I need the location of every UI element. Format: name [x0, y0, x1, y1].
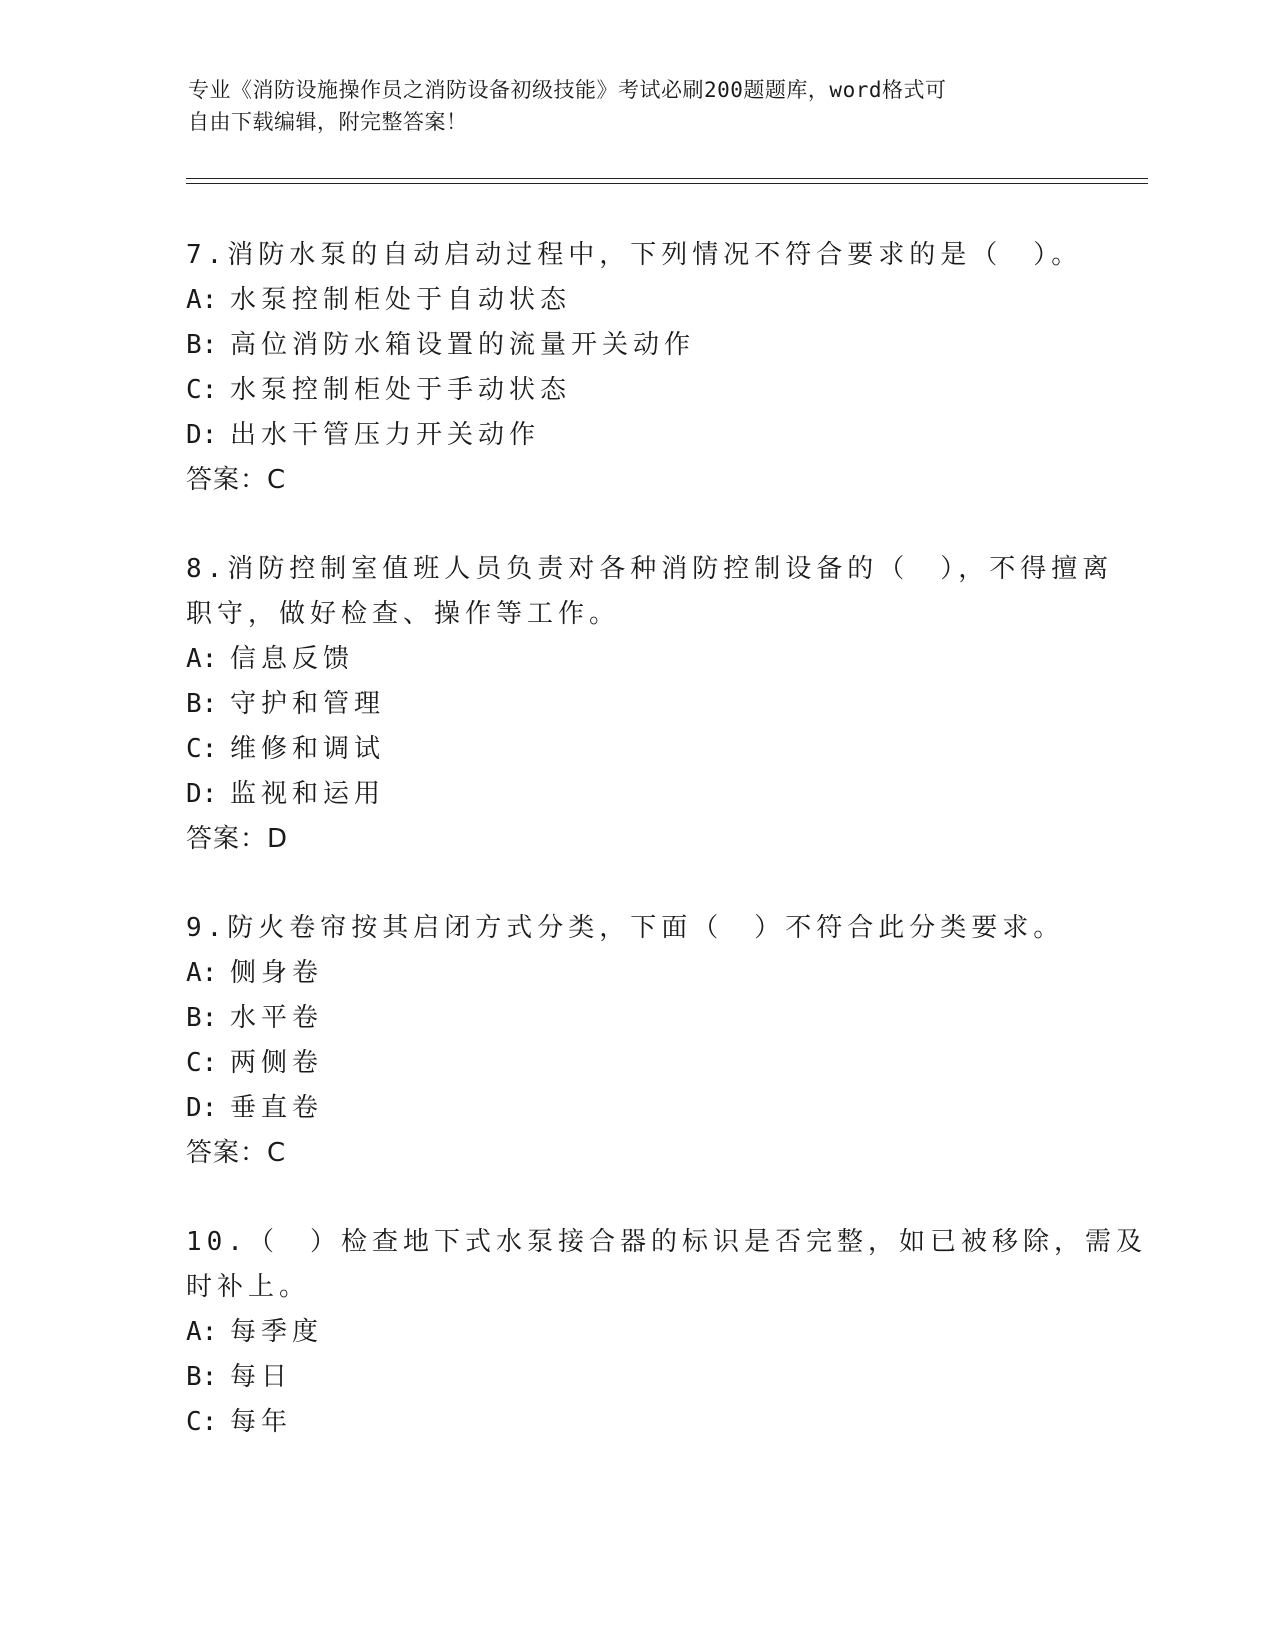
question-stem: 7.消防水泵的自动启动过程中，下列情况不符合要求的是（ ）。 [186, 240, 1083, 270]
option-label: A: [186, 285, 218, 315]
header-divider-top [186, 178, 1148, 179]
option-label: A: [186, 644, 218, 674]
answer: 答案：C [186, 1138, 287, 1168]
option-text: 侧身卷 [230, 958, 324, 988]
question-stem: 9.防火卷帘按其启闭方式分类，下面（ ）不符合此分类要求。 [186, 913, 1065, 943]
option-b [186, 1355, 1086, 1400]
question-stem: 10.（ ）检查地下式水泵接合器的标识是否完整，如已被移除，需及 [186, 1227, 1147, 1257]
header-line-1: 专业《消防设施操作员之消防设备初级技能》考试必刷200题题库，word格式可 [188, 78, 947, 102]
option-text: 水泵控制柜处于自动状态 [230, 285, 572, 315]
option-a [186, 1310, 1086, 1355]
option-text: 两侧卷 [230, 1048, 324, 1078]
question-10 [186, 1220, 1147, 1445]
question-8 [186, 547, 1114, 862]
option-a [186, 278, 1086, 323]
option-text: 信息反馈 [230, 644, 355, 674]
option-text: 垂直卷 [230, 1093, 324, 1123]
option-text: 水平卷 [230, 1003, 324, 1033]
header-line-2: 自由下载编辑，附完整答案！ [188, 110, 468, 134]
option-a [186, 951, 1086, 996]
option-d [186, 1086, 1086, 1131]
option-label: C: [186, 375, 218, 405]
option-b [186, 996, 1086, 1041]
option-text: 高位消防水箱设置的流量开关动作 [230, 330, 696, 360]
option-c [186, 727, 1086, 772]
option-text: 维修和调试 [230, 734, 386, 764]
option-label: B: [186, 330, 218, 360]
document-header [188, 74, 1088, 138]
option-label: C: [186, 734, 218, 764]
question-stem-continued: 时补上。 [186, 1272, 311, 1302]
question-list [186, 233, 1147, 1489]
question-stem: 8.消防控制室值班人员负责对各种消防控制设备的（ ），不得擅离 [186, 554, 1114, 584]
option-text: 每季度 [230, 1317, 324, 1347]
option-c [186, 1041, 1086, 1086]
option-c [186, 1400, 1086, 1445]
question-stem-continued: 职守，做好检查、操作等工作。 [186, 599, 621, 629]
option-label: B: [186, 1362, 218, 1392]
option-text: 每年 [230, 1407, 293, 1437]
option-text: 出水干管压力开关动作 [230, 420, 541, 450]
option-label: A: [186, 958, 218, 988]
option-label: C: [186, 1048, 218, 1078]
option-label: D: [186, 420, 218, 450]
option-b [186, 682, 1086, 727]
option-label: B: [186, 689, 218, 719]
option-label: C: [186, 1407, 218, 1437]
option-label: A: [186, 1317, 218, 1347]
option-label: D: [186, 779, 218, 809]
option-b [186, 323, 1086, 368]
option-c [186, 368, 1086, 413]
option-text: 监视和运用 [230, 779, 386, 809]
option-label: D: [186, 1093, 218, 1123]
answer: 答案：D [186, 824, 289, 854]
option-label: B: [186, 1003, 218, 1033]
option-text: 守护和管理 [230, 689, 386, 719]
question-9 [186, 906, 1086, 1176]
option-d [186, 772, 1086, 817]
option-a [186, 637, 1086, 682]
question-7 [186, 233, 1086, 503]
header-divider-bottom [186, 183, 1148, 184]
option-d [186, 413, 1086, 458]
answer: 答案：C [186, 465, 287, 495]
option-text: 每日 [230, 1362, 293, 1392]
option-text: 水泵控制柜处于手动状态 [230, 375, 572, 405]
